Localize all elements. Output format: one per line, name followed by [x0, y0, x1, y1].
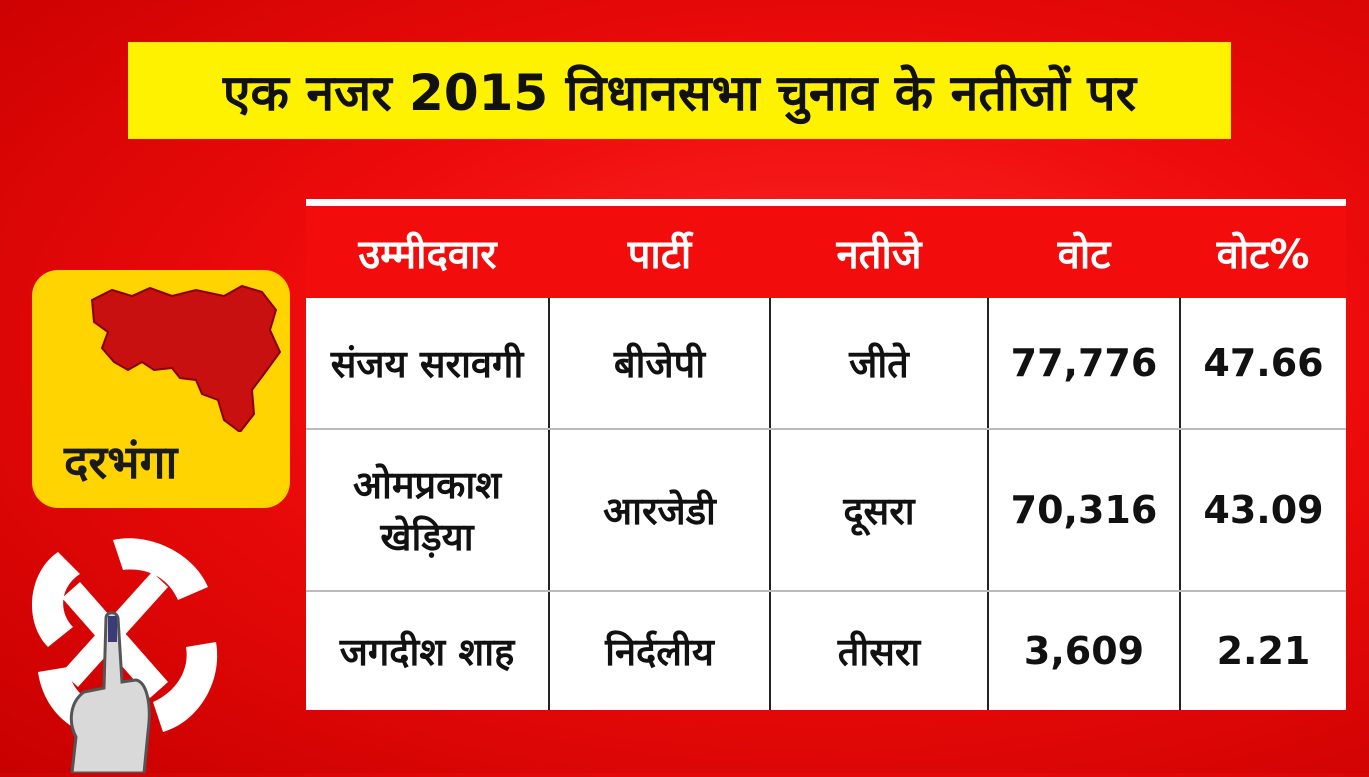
district-name: दरभंगा — [64, 435, 178, 489]
cell-candidate: जगदीश शाह — [306, 591, 549, 710]
header-result: नतीजे — [770, 203, 988, 299]
cell-result: जीते — [770, 298, 988, 429]
cell-votes: 70,316 — [988, 429, 1180, 591]
cell-votes: 3,609 — [988, 591, 1180, 710]
cell-vote-percent: 47.66 — [1180, 298, 1346, 429]
table-row — [306, 591, 1346, 710]
district-map-icon — [84, 282, 284, 432]
header-party: पार्टी — [549, 203, 770, 299]
cell-vote-percent: 2.21 — [1216, 629, 1311, 673]
cell-result: तीसरा — [770, 591, 988, 710]
cell-party: बीजेपी — [549, 298, 770, 429]
header-candidate: उम्मीदवार — [306, 203, 549, 299]
cell-party: निर्दलीय — [549, 591, 770, 710]
cell-vote-percent: 43.09 — [1180, 429, 1346, 591]
election-logo-icon — [18, 532, 223, 773]
title-banner — [128, 42, 1231, 139]
table-row — [306, 298, 1346, 429]
cell-candidate: संजय सरावगी — [306, 298, 549, 429]
header-votes: वोट — [988, 203, 1180, 299]
cell-result: दूसरा — [770, 429, 988, 591]
cell-party: आरजेडी — [549, 429, 770, 591]
cell-candidate: ओमप्रकाश खेड़िया — [306, 429, 549, 591]
results-table — [306, 199, 1346, 710]
table-row — [306, 429, 1346, 591]
cell-votes: 77,776 — [988, 298, 1180, 429]
header-vote-percent: वोट% — [1180, 203, 1346, 299]
page-title: एक नजर 2015 विधानसभा चुनाव के नतीजों पर — [222, 63, 1137, 122]
district-card — [32, 270, 290, 508]
table-header-row — [306, 203, 1346, 299]
